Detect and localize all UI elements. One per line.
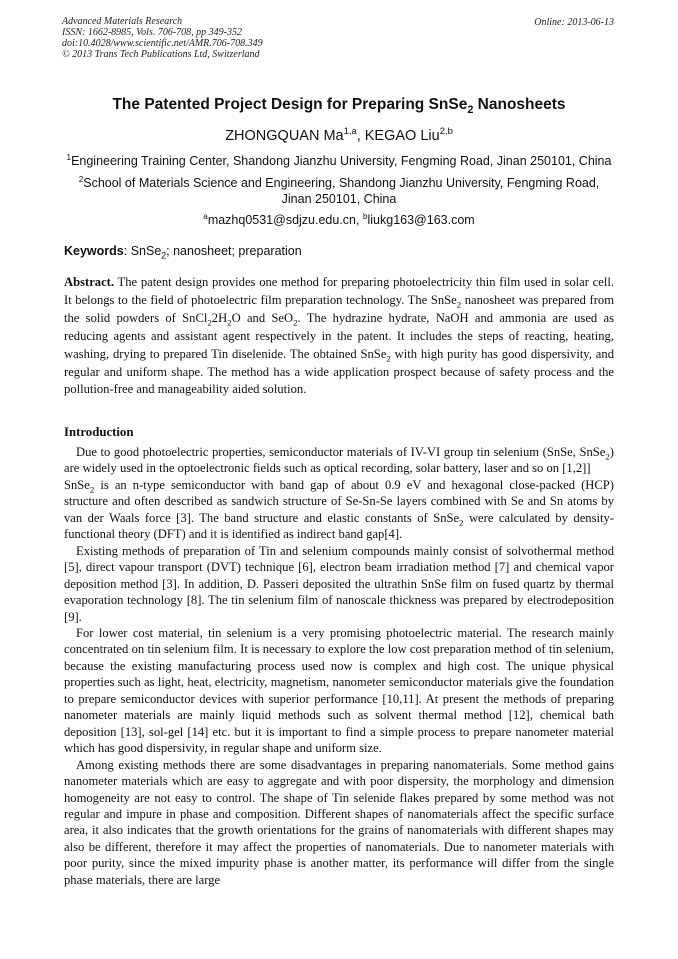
keywords: Keywords: SnSe$_2$; nanosheet; preparation — [64, 244, 302, 261]
section-heading-introduction: Introduction — [64, 425, 134, 439]
author-name: KEGAO Liu — [364, 128, 440, 144]
online-date: Online: 2013-06-13 — [534, 17, 614, 28]
author-emails: $^a$mazhq0531@sdjzu.edu.cn, $^b$liukg163@163.com — [203, 211, 475, 227]
paragraph: Among existing methods there are some disadvantages in preparing nanomaterials. Some method gains nanometer materials which are easy to aggregate and with poor dispersity, the morphology and dimension homogeneity are not easy to control. The shape of Tin selenide flakes prepared by some method was not regular and impure in phase and composition. Different shapes of nanomaterials affect the specific surface area, it also indicates that the growth orientations for the grains of nanomaterials with different shapes may also be different, therefore it may affect the properties of nanomaterials. Due to nanometer materials with poor purity, since the mixed impurity phase is another matter, its performance will differ from the single phase materials, there are large — [64, 757, 614, 887]
paragraph: SnSe$_2$ is an n-type semiconductor with band gap of about 0.9 eV and hexagonal close-packed (HCP) structure and often described as sandwich structure of Se-Sn-Se layers combined with Se and Sn atoms by van der Waals force [3]. The band structure and elastic constants of SnSe$_2$ were calculated by density-functional theory (DFT) and it is identified as indirect band gap[4]. — [64, 477, 614, 542]
paragraph: For lower cost material, tin selenium is a very promising photoelectric material. The research mainly concentrated on tin selenium film. It is necessary to explore the low cost preparation method of tin selenium, because the existing manufacturing process used now is complex and high cost. The unique physical properties such as light, heat, electricity, magnetism, nanometer semiconductor materials give the foundation to prepare semiconductor devices with superior performance [10,11]. At present the methods of preparing nanometer materials are mainly liquid methods such as solvent thermal method [12], chemical bath deposition [13], sol-gel [14] etc. but it is important to find a simple process to prepare nanometer material which has good dispersivity, in regular shape and uniform size. — [64, 625, 614, 756]
introduction-body — [64, 444, 614, 888]
paragraph: Due to good photoelectric properties, semiconductor materials of IV-VI group tin selenium (SnSe, SnSe$_2$) are widely used in the optoelectronic fields such as optical recording, solar battery, laser and so on [1,2]] — [64, 445, 614, 476]
affiliation-2: $^2$School of Materials Science and Engineering, Shandong Jianzhu University, Fengming Road, Jinan 250101, China — [78, 174, 600, 206]
copyright-line: © 2013 Trans Tech Publications Ltd, Switzerland — [62, 49, 260, 60]
keywords-label: Keywords — [64, 244, 124, 258]
paper-title: The Patented Project Design for Preparing SnSe$_2$ Nanosheets — [112, 96, 566, 117]
abstract: Abstract. The patent design provides one method for preparing photoelectricity thin film used in solar cell. It belongs to the field of photoelectric film preparation technology. The SnSe$_2$ nanosheet was prepared from the solid powders of $SnCl_22H_2O$ and SeO$_2$. The hydrazine hydrate, NaOH and ammonia are used as reducing agents and assistant agent respectively in the patent. It includes the steps of reacting, heating, washing, drying to prepared Tin diselenide. The obtained SnSe$_2$ with high purity has good dispersivity, and regular and uniform shape. The method has a wide application prospect because of safety process and the pollution-free and manageability aided solution. — [64, 275, 614, 397]
author-name: ZHONGQUAN Ma — [225, 128, 344, 144]
journal-name: Advanced Materials Research — [62, 16, 183, 27]
paragraph: Existing methods of preparation of Tin and selenium compounds mainly consist of solvothermal method [5], direct vapour transport (DVT) technique [6], electron beam irradiation method [7] and chemical vapor deposition method [3]. In addition, D. Passeri deposited the ultrathin SnSe film on fused quartz by thermal evaporation technology [8]. The tin selenium film of nanoscale thickness was prepared by electrodeposition [9]. — [64, 543, 614, 624]
doi-line: doi:10.4028/www.scientific.net/AMR.706-708.349 — [62, 38, 263, 49]
abstract-label: Abstract. — [64, 275, 115, 289]
affiliation-1: $^1$Engineering Training Center, Shandong Jianzhu University, Fengming Road, Jinan 250101, China — [66, 152, 612, 168]
issn-line: ISSN: 1662-8985, Vols. 706-708, pp 349-352 — [62, 27, 242, 38]
author-list: ZHONGQUAN Ma$^{1,a}$, KEGAO Liu$^{2,b}$ — [225, 125, 453, 144]
